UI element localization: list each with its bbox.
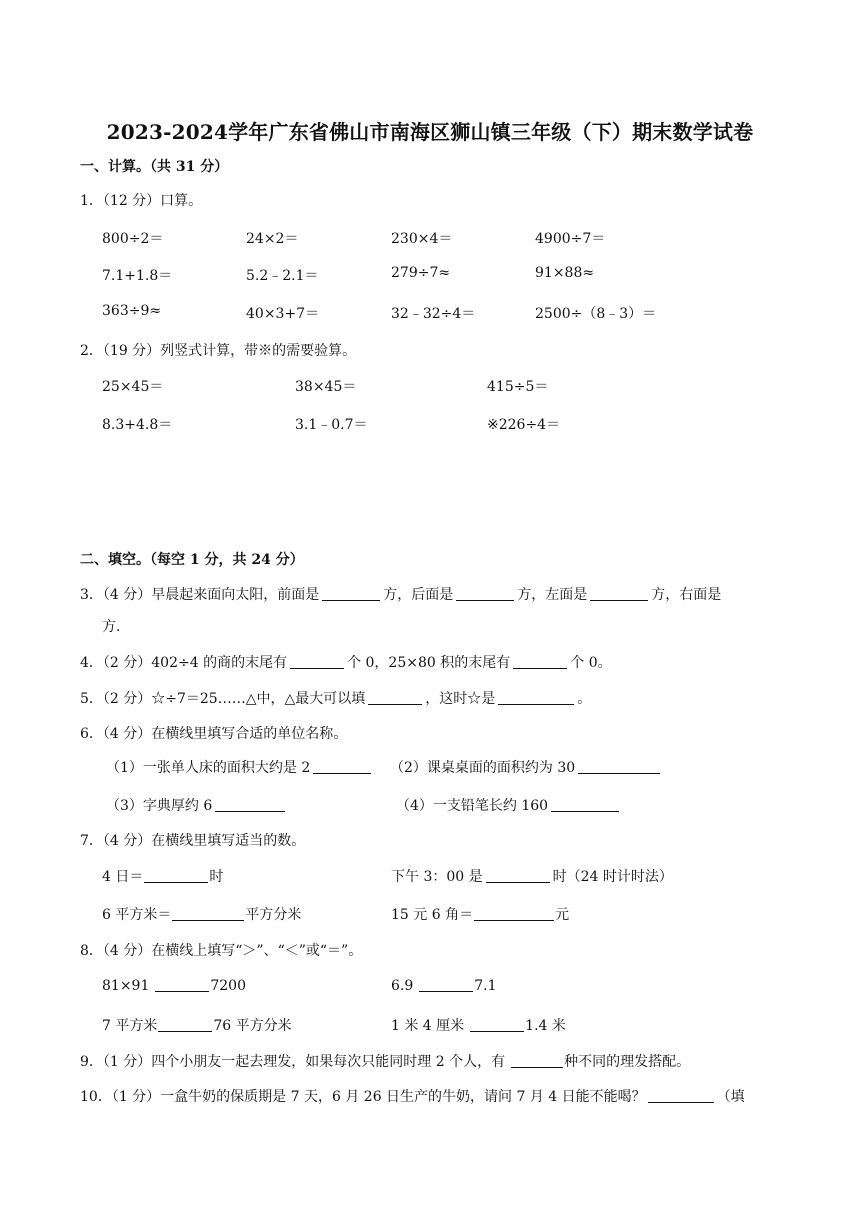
question-3-text-c: 方，左面是 bbox=[517, 587, 588, 603]
answer-blank[interactable] bbox=[486, 868, 550, 883]
question-5 bbox=[80, 688, 591, 708]
question-7-item-d-unit: 元 bbox=[555, 907, 570, 923]
question-6-part-2-text: （2）课桌桌面的面积约为 30 bbox=[390, 760, 576, 776]
question-4-text-b: 个 0，25×80 积的末尾有 bbox=[347, 655, 511, 671]
question-7-item-a-unit: 时 bbox=[209, 869, 224, 885]
question-9 bbox=[80, 1051, 690, 1071]
calc-item: ※226÷4＝ bbox=[487, 417, 561, 433]
question-8-item-c bbox=[102, 1015, 292, 1035]
answer-blank[interactable] bbox=[498, 690, 574, 705]
answer-blank[interactable] bbox=[419, 977, 473, 992]
answer-blank[interactable] bbox=[456, 586, 514, 601]
calc-item: 279÷7≈ bbox=[391, 265, 451, 281]
question-10-text-b: （填 bbox=[716, 1089, 745, 1105]
question-8-item-d-left: 1 米 4 厘米 bbox=[391, 1018, 465, 1034]
question-7-label: 7．（4 分）在横线里填写适当的数。 bbox=[80, 833, 306, 849]
question-3 bbox=[80, 584, 721, 604]
section-1-heading: 一、计算。（共 31 分） bbox=[80, 159, 229, 175]
answer-blank[interactable] bbox=[313, 759, 371, 774]
question-6-label: 6．（4 分）在横线里填写合适的单位名称。 bbox=[80, 726, 348, 742]
question-6-part-2 bbox=[390, 757, 663, 777]
calc-item: 8.3+4.8＝ bbox=[102, 417, 173, 433]
question-4-text-c: 个 0。 bbox=[570, 655, 612, 671]
calc-item: 7.1+1.8＝ bbox=[102, 268, 173, 284]
question-6-part-1 bbox=[106, 757, 374, 777]
answer-blank[interactable] bbox=[144, 868, 208, 883]
answer-blank[interactable] bbox=[322, 586, 380, 601]
calc-item: 40×3+7＝ bbox=[246, 306, 320, 322]
question-6-part-1-text: （1）一张单人床的面积大约是 2 bbox=[106, 760, 311, 776]
answer-blank[interactable] bbox=[513, 654, 567, 669]
answer-blank[interactable] bbox=[155, 977, 209, 992]
calc-item: 4900÷7＝ bbox=[535, 231, 606, 247]
calc-item: 25×45＝ bbox=[102, 379, 164, 395]
question-6-part-3-text: （3）字典厚约 6 bbox=[106, 798, 213, 814]
question-2-label: 2．（19 分）列竖式计算，带※的需要验算。 bbox=[80, 343, 357, 359]
question-8-item-a bbox=[102, 977, 246, 994]
calc-item: 3.1﹣0.7＝ bbox=[295, 417, 368, 433]
calc-item: 230×4＝ bbox=[391, 231, 453, 247]
question-7-item-b-unit: 时（24 时计时法） bbox=[552, 869, 673, 885]
answer-blank[interactable] bbox=[290, 654, 344, 669]
question-7-item-d bbox=[391, 904, 569, 924]
question-8-item-a-left: 81×91 bbox=[102, 978, 150, 994]
answer-blank[interactable] bbox=[474, 906, 554, 921]
question-3-text-d: 方，右面是 bbox=[651, 587, 722, 603]
exam-title: 2023-2024学年广东省佛山市南海区狮山镇三年级（下）期末数学试卷 bbox=[106, 120, 754, 144]
question-6-part-4-text: （4）一支铅笔长约 160 bbox=[396, 798, 549, 814]
answer-blank[interactable] bbox=[172, 906, 244, 921]
question-4 bbox=[80, 652, 612, 672]
question-5-text-b: ，这时☆是 bbox=[425, 691, 496, 707]
question-7-item-a bbox=[102, 866, 223, 886]
question-10-text-a: 10．（1 分）一盒牛奶的保质期是 7 天，6 月 26 日生产的牛奶，请问 7 月 4 日能不能喝？ bbox=[80, 1089, 646, 1105]
question-5-text-c: 。 bbox=[577, 691, 592, 707]
question-7-item-a-text: 4 日＝ bbox=[102, 869, 144, 885]
calc-item: 24×2＝ bbox=[246, 231, 299, 247]
answer-blank[interactable] bbox=[578, 759, 660, 774]
calc-item: 5.2﹣2.1＝ bbox=[246, 268, 319, 284]
question-7-item-c bbox=[102, 904, 301, 924]
question-3-text-b: 方，后面是 bbox=[383, 587, 454, 603]
answer-blank[interactable] bbox=[551, 797, 619, 812]
answer-blank[interactable] bbox=[470, 1017, 524, 1032]
question-8-item-a-right: 7200 bbox=[210, 978, 246, 994]
answer-blank[interactable] bbox=[590, 586, 648, 601]
section-2-heading: 二、填空。（每空 1 分，共 24 分） bbox=[80, 552, 304, 568]
question-7-item-c-text: 6 平方米＝ bbox=[102, 907, 172, 923]
question-8-item-b-left: 6.9 bbox=[391, 978, 414, 994]
question-3-continued: 方. bbox=[102, 619, 121, 635]
calc-item: 2500÷（8﹣3）＝ bbox=[535, 306, 657, 322]
calc-item: 38×45＝ bbox=[295, 379, 357, 395]
calc-item: 91×88≈ bbox=[535, 265, 595, 281]
question-8-item-b-right: 7.1 bbox=[474, 978, 497, 994]
question-8-label: 8．（4 分）在横线上填写“＞”、“＜”或“＝”。 bbox=[80, 943, 363, 959]
question-9-text-b: 种不同的理发搭配。 bbox=[564, 1054, 691, 1070]
calc-item: 800÷2＝ bbox=[102, 231, 164, 247]
answer-blank[interactable] bbox=[368, 690, 422, 705]
answer-blank[interactable] bbox=[158, 1017, 212, 1032]
question-9-text-a: 9．（1 分）四个小朋友一起去理发，如果每次只能同时理 2 个人，有 bbox=[80, 1054, 506, 1070]
calc-item: 32﹣32÷4＝ bbox=[391, 306, 476, 322]
question-7-item-d-text: 15 元 6 角＝ bbox=[391, 907, 474, 923]
question-8-item-b bbox=[391, 977, 497, 994]
question-6-part-4 bbox=[396, 795, 622, 815]
question-7-item-c-unit: 平方分米 bbox=[245, 907, 302, 923]
question-8-item-c-left: 7 平方米 bbox=[102, 1018, 158, 1034]
calc-item: 415÷5＝ bbox=[487, 379, 549, 395]
question-4-text-a: 4．（2 分）402÷4 的商的末尾有 bbox=[80, 655, 288, 671]
question-1-label: 1．（12 分）口算。 bbox=[80, 193, 203, 209]
question-8-item-c-right: 76 平方分米 bbox=[213, 1018, 292, 1034]
question-7-item-b-text: 下午 3：00 是 bbox=[391, 869, 483, 885]
question-7-item-b bbox=[391, 866, 673, 886]
question-5-text-a: 5．（2 分）☆÷7＝25……△中，△最大可以填 bbox=[80, 691, 366, 707]
answer-blank[interactable] bbox=[511, 1053, 563, 1068]
question-8-item-d-right: 1.4 米 bbox=[525, 1018, 566, 1034]
calc-item: 363÷9≈ bbox=[102, 303, 162, 319]
question-6-part-3 bbox=[106, 795, 288, 815]
question-8-item-d bbox=[391, 1015, 566, 1035]
question-10 bbox=[80, 1086, 745, 1106]
answer-blank[interactable] bbox=[648, 1088, 714, 1103]
question-3-text-a: 3．（4 分）早晨起来面向太阳，前面是 bbox=[80, 587, 320, 603]
answer-blank[interactable] bbox=[215, 797, 285, 812]
